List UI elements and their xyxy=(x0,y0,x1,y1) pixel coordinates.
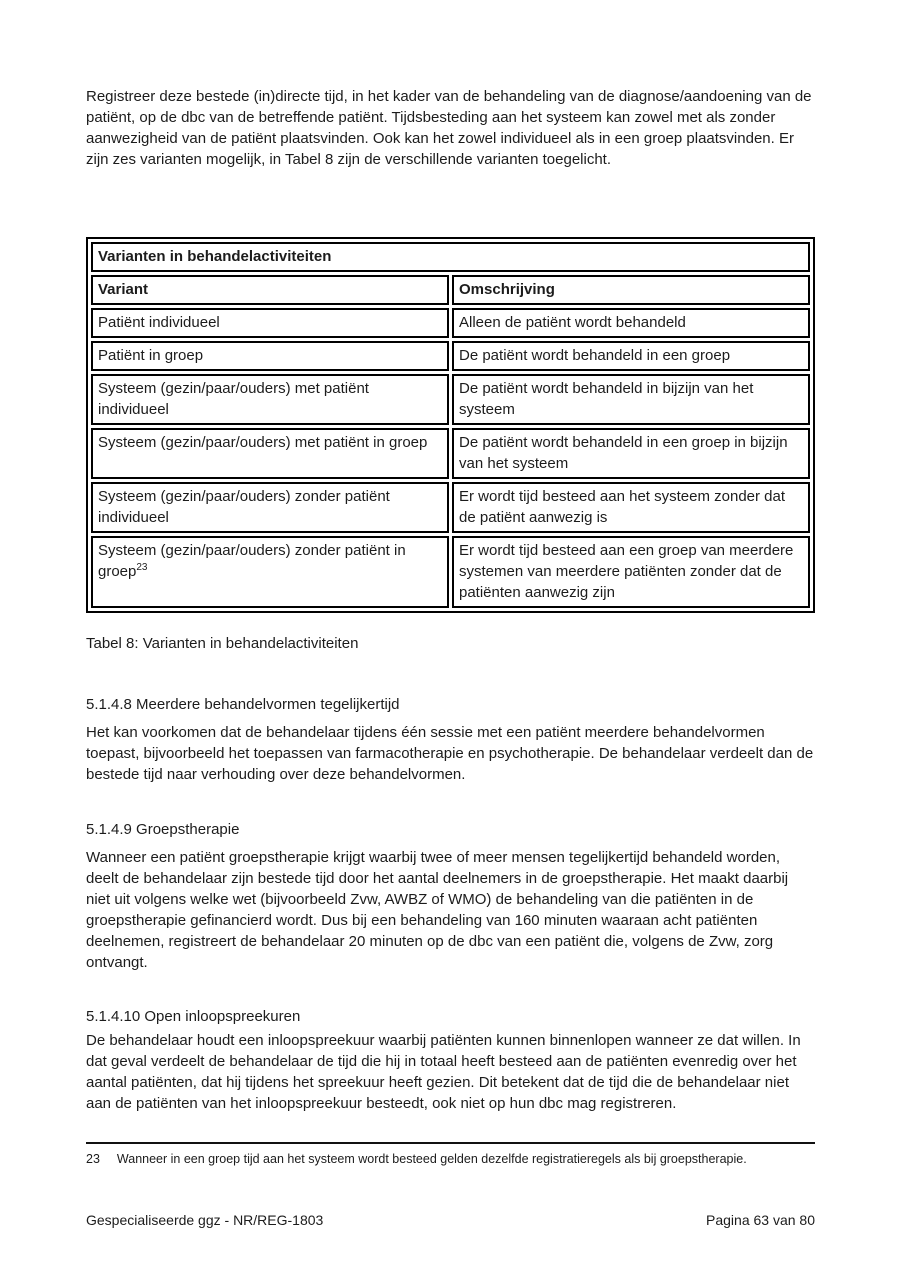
variant-cell: Systeem (gezin/paar/ouders) zonder patiënt individueel xyxy=(91,482,449,533)
variant-cell: Patiënt in groep xyxy=(91,341,449,371)
variants-table xyxy=(86,237,815,613)
table-header-row xyxy=(91,275,810,305)
omschrijving-cell: Alleen de patiënt wordt behandeld xyxy=(452,308,810,338)
table-body xyxy=(91,308,810,608)
footnote xyxy=(86,1151,815,1168)
variant-cell: Patiënt individueel xyxy=(91,308,449,338)
section-heading-5-1-4-10: 5.1.4.10 Open inloopspreekuren xyxy=(86,1008,301,1025)
table-title-row xyxy=(91,242,810,272)
table-row xyxy=(91,536,810,608)
omschrijving-cell: Er wordt tijd besteed aan het systeem zonder dat de patiënt aanwezig is xyxy=(452,482,810,533)
footnote-ref: 23 xyxy=(136,562,148,573)
section-body-5-1-4-10: De behandelaar houdt een inloopspreekuur waarbij patiënten kunnen binnenlopen wanneer ze dat willen. In dat geval verdeelt de behandelaar de tijd die hij in totaal heeft besteed aan de patiënten evenredig over het aantal patiënten, dat hij tijdens het spreekuur heeft gezien. Dit betekent dat de tijd die de behandelaar niet aan de patiënten van het inloopspreekuur besteedt, ook niet op hun dbc mag registreren. xyxy=(86,1032,801,1112)
page-footer xyxy=(86,1211,815,1229)
table-row xyxy=(91,482,810,533)
variant-cell: Systeem (gezin/paar/ouders) met patiënt in groep xyxy=(91,428,449,479)
table-title: Varianten in behandelactiviteiten xyxy=(91,242,810,272)
section-heading-5-1-4-8: 5.1.4.8 Meerdere behandelvormen tegelijkertijd xyxy=(86,696,400,713)
table-row xyxy=(91,341,810,371)
table-row xyxy=(91,374,810,425)
footnote-number: 23 xyxy=(86,1152,100,1166)
section-body-5-1-4-8: Het kan voorkomen dat de behandelaar tijdens één sessie met een patiënt meerdere behandelvormen toepast, bijvoorbeeld het toepassen van farmacotherapie en psychotherapie. De behandelaar verdeelt dan de bestede tijd naar verhouding over deze behandelvormen. xyxy=(86,724,814,783)
table-row xyxy=(91,428,810,479)
variant-cell: Systeem (gezin/paar/ouders) met patiënt individueel xyxy=(91,374,449,425)
footer-document-id: Gespecialiseerde ggz - NR/REG-1803 xyxy=(86,1212,324,1228)
column-header-omschrijving: Omschrijving xyxy=(452,275,810,305)
section-body-5-1-4-9: Wanneer een patiënt groepstherapie krijgt waarbij twee of meer mensen tegelijkertijd behandeld worden, deelt de behandelaar zijn bestede tijd door het aantal deelnemers in de groepstherapie. Het maakt daarbij niet uit volgens welke wet (bijvoorbeeld Zvw, AWBZ of WMO) de behandeling van die patiënten in de groepstherapie gefinancierd wordt. Dus bij een behandeling van 160 minuten waaraan acht patiënten deelnemen, registreert de behandelaar 20 minuten op de dbc van een patiënt die, volgens de Zvw, zorg ontvangt. xyxy=(86,849,789,971)
column-header-variant: Variant xyxy=(91,275,449,305)
table-caption: Tabel 8: Varianten in behandelactiviteiten xyxy=(86,635,359,652)
variant-cell: Systeem (gezin/paar/ouders) zonder patiënt in groep$^{23}$ xyxy=(91,536,449,608)
footnote-text: Wanneer in een groep tijd aan het systeem wordt besteed gelden dezelfde registratieregels als bij groepstherapie. xyxy=(116,1152,747,1166)
footnote-divider xyxy=(86,1142,815,1144)
omschrijving-cell: De patiënt wordt behandeld in een groep xyxy=(452,341,810,371)
omschrijving-cell: Er wordt tijd besteed aan een groep van meerdere systemen van meerdere patiënten zonder dat de patiënten aanwezig zijn xyxy=(452,536,810,608)
omschrijving-cell: De patiënt wordt behandeld in een groep in bijzijn van het systeem xyxy=(452,428,810,479)
intro-paragraph: Registreer deze bestede (in)directe tijd, in het kader van de behandeling van de diagnose/aandoening van de patiënt, op de dbc van de betreffende patiënt. Tijdsbesteding aan het systeem kan zowel met als zonder aanwezigheid van de patiënt plaatsvinden. Ook kan het zowel individueel als in een groep plaatsvinden. Er zijn zes varianten mogelijk, in Tabel 8 zijn de verschillende varianten toegelicht. xyxy=(86,88,812,168)
omschrijving-cell: De patiënt wordt behandeld in bijzijn van het systeem xyxy=(452,374,810,425)
section-heading-5-1-4-9: 5.1.4.9 Groepstherapie xyxy=(86,821,240,838)
footer-page-number: Pagina 63 van 80 xyxy=(706,1212,815,1228)
table-row xyxy=(91,308,810,338)
